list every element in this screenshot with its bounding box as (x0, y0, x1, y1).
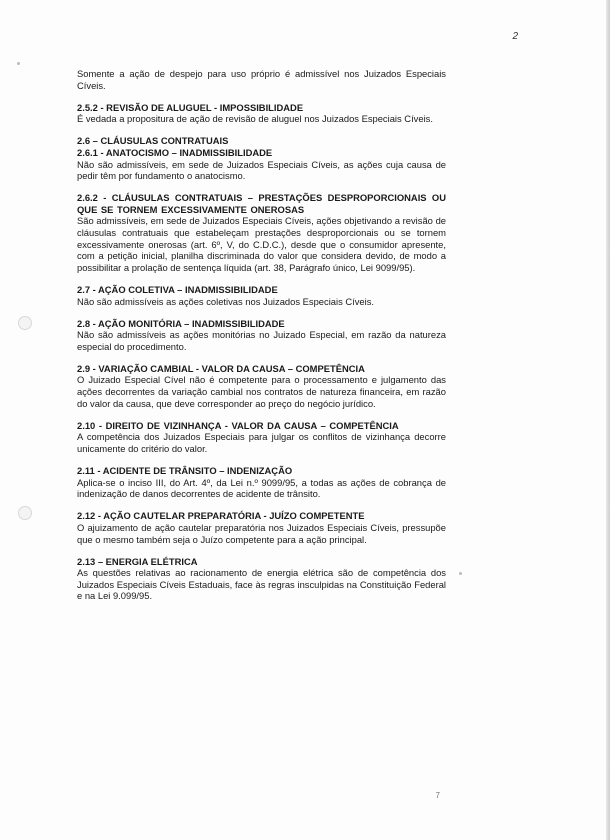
section-text: O ajuizamento de ação cautelar preparatória nos Juizados Especiais Cíveis, pressupõe que o mesmo também seja o Juízo competente para a ação principal. (77, 521, 446, 545)
section-sub-heading: 2.6.1 - ANATOCISMO – INADMISSIBILIDADE (77, 146, 273, 158)
section-text: Não são admissíveis as ações monitórias no Juizado Especial, em razão da natureza especial do procedimento. (77, 329, 446, 352)
section-2-9 (77, 363, 446, 409)
punch-hole-top (18, 316, 32, 330)
section-2-11 (77, 465, 446, 500)
section-text: A competência dos Juizados Especiais para julgar os conflitos de vizinhança decorre unicamente do critério do valor. (77, 431, 446, 454)
section-2-13 (77, 556, 446, 602)
section-2-12 (77, 510, 446, 545)
section-text: Não são admissíveis, em sede de Juizados Especiais Cíveis, as ações cuja causa de pedir têm por fundamento o anatocismo. (77, 158, 446, 182)
section-text: As questões relativas ao racionamento de energia elétrica são de competência dos Juizados Especiais Cíveis Estaduais, face às regras insculpidas na Constituição Federal e na Lei 9.099/95. (77, 567, 446, 602)
section-2-8 (77, 318, 446, 353)
section-2-10 (77, 420, 446, 455)
document-body (77, 68, 446, 612)
section-2-6-2 (77, 192, 446, 273)
section-text: É vedada a propositura de ação de revisão de aluguel nos Juizados Especiais Cíveis. (77, 113, 433, 125)
scan-edge-shadow (606, 0, 610, 840)
punch-hole-bottom (18, 506, 32, 520)
section-heading: 2.6.2 - CLÁUSULAS CONTRATUAIS – PRESTAÇÕES DESPROPORCIONAIS OU QUE SE TORNEM EXCESSIVAMENTE ONEROSAS (77, 192, 446, 215)
section-heading: 2.11 - ACIDENTE DE TRÂNSITO – INDENIZAÇÃO (77, 465, 293, 477)
section-heading: 2.13 – ENERGIA ELÉTRICA (77, 555, 198, 567)
bottom-mark: 7 (435, 791, 440, 800)
scan-speck (459, 572, 462, 575)
section-heading: 2.5.2 - REVISÃO DE ALUGUEL - IMPOSSIBILIDADE (77, 101, 304, 113)
section-heading: 2.10 - DIREITO DE VIZINHANÇA - VALOR DA CAUSA – COMPETÊNCIA (77, 419, 399, 431)
section-text: Aplica-se o inciso III, do Art. 4º, da Lei n.º 9099/95, a todas as ações de cobrança de indenização de danos decorrentes de acidente de trânsito. (77, 476, 446, 500)
section-heading: 2.6 – CLÁUSULAS CONTRATUAIS (77, 135, 229, 147)
section-text: Somente a ação de despejo para uso próprio é admissível nos Juizados Especiais Cíveis. (77, 68, 446, 91)
page-number: 2 (512, 31, 518, 42)
section-heading: 2.9 - VARIAÇÃO CAMBIAL - VALOR DA CAUSA – COMPETÊNCIA (77, 362, 365, 374)
section-2-5-2 (77, 102, 446, 125)
section-heading: 2.12 - AÇÃO CAUTELAR PREPARATÓRIA - JUÍZO COMPETENTE (77, 510, 365, 522)
section-2-6 (77, 135, 446, 181)
section-text: São admissíveis, em sede de Juizados Especiais Cíveis, ações objetivando a revisão de cláusulas contratuais que estabeleçam prestações desproporcionais ou se tornem excessivamente onerosas (art. 6º, V, do C.D.C.), desde que o consumidor apresente, com a petição inicial, planilha discriminada do valor que considera devido, de modo a possibilitar a prolação de sentença líquida (art. 38, Parágrafo único, Lei 9099/95). (77, 215, 446, 273)
section-intro (77, 68, 446, 91)
section-2-7 (77, 284, 446, 307)
section-text: Não são admissíveis as ações coletivas nos Juizados Especiais Cíveis. (77, 295, 375, 307)
section-heading: 2.7 - AÇÃO COLETIVA – INADMISSIBILIDADE (77, 283, 278, 295)
scan-speck (17, 62, 20, 65)
section-heading: 2.8 - AÇÃO MONITÓRIA – INADMISSIBILIDADE (77, 317, 285, 329)
section-text: O Juizado Especial Cível não é competente para o processamento e julgamento das ações decorrentes da variação cambial nos contratos de natureza financeira, em razão do valor da causa, que deve corresponder ao preço do negócio jurídico. (77, 374, 446, 409)
